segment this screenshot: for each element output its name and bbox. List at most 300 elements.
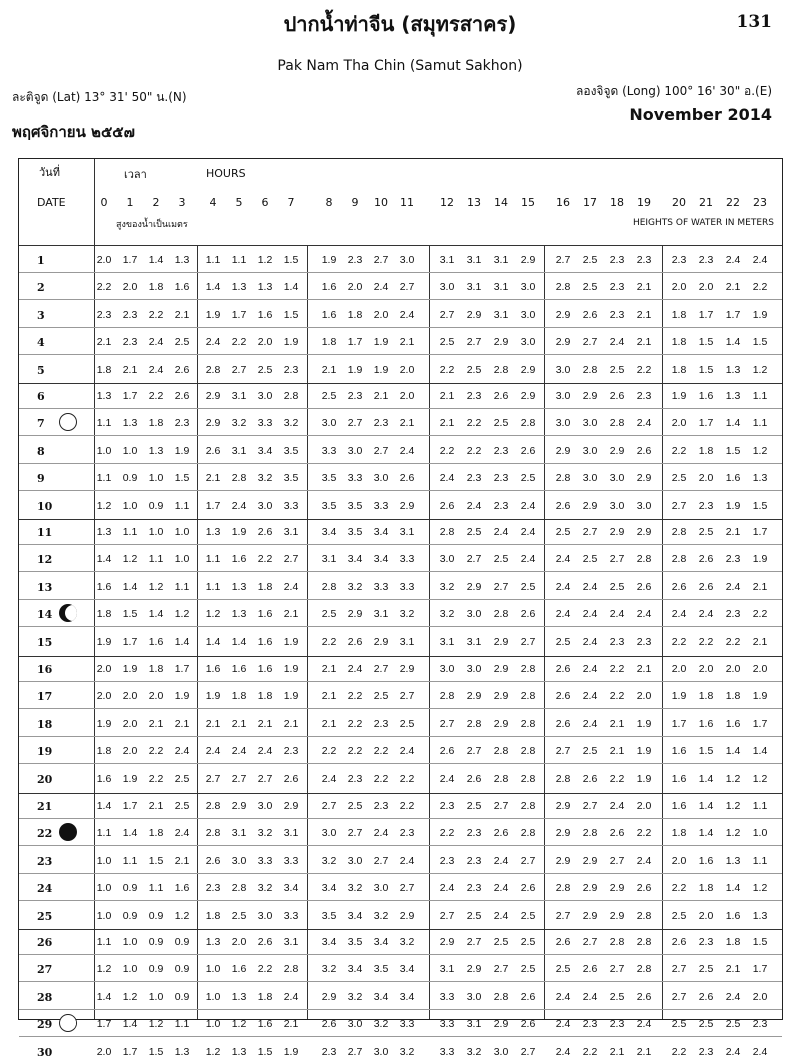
height-value: 1.2 (752, 363, 768, 376)
height-value: 1.9 (96, 717, 112, 730)
height-value: 2.5 (698, 1018, 714, 1031)
height-value: 2.8 (205, 363, 221, 376)
height-value: 3.5 (321, 472, 337, 485)
height-value: 0.9 (174, 963, 190, 976)
height-value: 2.1 (439, 390, 455, 402)
page-number: 131 (736, 12, 772, 32)
height-value: 1.4 (148, 608, 164, 621)
height-value: 1.8 (231, 690, 247, 703)
height-value: 3.1 (466, 1018, 482, 1031)
day-number: 5 (37, 363, 45, 377)
height-value: 2.0 (399, 390, 415, 402)
height-value: 0.9 (122, 472, 138, 485)
height-value: 2.8 (231, 472, 247, 485)
height-value: 1.4 (725, 336, 741, 349)
height-value: 3.4 (321, 526, 337, 538)
height-value: 2.7 (466, 745, 482, 758)
height-value: 2.7 (466, 336, 482, 349)
height-value: 2.4 (283, 580, 299, 593)
height-value: 2.8 (555, 772, 571, 785)
height-value: 1.0 (205, 963, 221, 976)
height-value: 2.8 (205, 800, 221, 812)
row-divider (19, 736, 782, 737)
height-value: 3.0 (520, 308, 536, 321)
height-value: 1.7 (725, 308, 741, 321)
height-value: 2.8 (520, 663, 536, 675)
height-value: 1.2 (174, 608, 190, 621)
height-value: 3.4 (283, 882, 299, 895)
height-value: 2.0 (231, 936, 247, 948)
height-value: 2.5 (609, 580, 625, 593)
header-divider (19, 245, 782, 246)
height-value: 1.6 (174, 882, 190, 895)
hour-label: 10 (374, 196, 388, 209)
height-value: 2.2 (321, 745, 337, 758)
height-value: 3.5 (347, 526, 363, 538)
hours-header: HOURS (206, 167, 246, 180)
height-value: 2.2 (609, 663, 625, 675)
height-value: 1.8 (347, 308, 363, 321)
height-value: 2.6 (174, 363, 190, 376)
height-value: 2.5 (466, 909, 482, 922)
height-value: 2.9 (493, 717, 509, 730)
height-value: 1.0 (96, 882, 112, 895)
height-value: 1.6 (671, 800, 687, 812)
height-value: 2.5 (439, 336, 455, 349)
height-value: 2.2 (257, 553, 273, 566)
hour-label: 16 (556, 196, 570, 209)
height-value: 1.0 (122, 963, 138, 976)
height-value: 1.1 (205, 254, 221, 266)
height-value: 1.1 (174, 1018, 190, 1031)
height-value: 1.0 (96, 909, 112, 922)
height-value: 1.2 (231, 1018, 247, 1031)
height-value: 3.5 (321, 909, 337, 922)
height-value: 2.1 (399, 336, 415, 349)
height-value: 3.1 (399, 526, 415, 538)
height-value: 2.6 (321, 1018, 337, 1031)
row-divider (19, 818, 782, 819)
height-value: 2.8 (231, 882, 247, 895)
height-value: 2.5 (466, 363, 482, 376)
height-value: 1.1 (96, 936, 112, 948)
height-value: 1.2 (752, 444, 768, 457)
hour-label: 2 (152, 196, 160, 209)
height-value: 1.3 (231, 281, 247, 294)
height-value: 1.5 (174, 472, 190, 485)
height-value: 2.3 (439, 854, 455, 867)
height-value: 2.9 (582, 390, 598, 402)
height-value: 2.7 (439, 308, 455, 321)
height-value: 1.5 (725, 444, 741, 457)
tide-row (19, 687, 782, 705)
height-value: 2.9 (466, 690, 482, 703)
height-value: 2.2 (466, 417, 482, 430)
height-value: 2.4 (231, 745, 247, 758)
height-value: 1.9 (283, 690, 299, 703)
day-number: 26 (37, 936, 53, 949)
height-value: 2.7 (439, 717, 455, 730)
row-divider (19, 1036, 782, 1037)
height-value: 2.6 (257, 526, 273, 538)
height-value: 2.8 (466, 717, 482, 730)
height-value: 2.3 (698, 499, 714, 512)
height-value: 2.6 (671, 580, 687, 593)
height-value: 3.2 (283, 417, 299, 430)
height-value: 1.9 (205, 690, 221, 703)
height-value: 2.1 (725, 281, 741, 294)
height-value: 2.9 (609, 882, 625, 895)
height-value: 2.4 (493, 854, 509, 867)
height-value: 2.0 (96, 254, 112, 266)
hour-label: 12 (440, 196, 454, 209)
height-value: 2.0 (671, 281, 687, 294)
height-value: 1.6 (257, 608, 273, 621)
height-value: 1.7 (122, 254, 138, 266)
height-value: 2.4 (231, 499, 247, 512)
row-divider (19, 708, 782, 709)
height-value: 2.6 (555, 717, 571, 730)
height-value: 2.2 (148, 772, 164, 785)
tide-row (19, 523, 782, 541)
height-value: 2.1 (609, 745, 625, 758)
day-number: 12 (37, 553, 53, 567)
height-value: 1.8 (725, 936, 741, 948)
height-value: 1.8 (671, 336, 687, 349)
height-value: 2.2 (609, 772, 625, 785)
height-value: 3.4 (399, 963, 415, 976)
height-value: 2.5 (493, 936, 509, 948)
height-value: 2.3 (373, 417, 389, 430)
height-value: 1.8 (205, 909, 221, 922)
height-value: 2.0 (725, 663, 741, 675)
height-value: 2.7 (231, 772, 247, 785)
height-value: 2.4 (439, 882, 455, 895)
hour-label: 6 (261, 196, 269, 209)
height-value: 2.3 (466, 827, 482, 840)
row-divider (19, 544, 782, 545)
height-value: 2.7 (582, 336, 598, 349)
height-value: 3.0 (609, 472, 625, 485)
height-value: 2.1 (231, 717, 247, 730)
group-divider (19, 656, 782, 657)
height-value: 2.2 (347, 745, 363, 758)
height-value: 2.9 (205, 417, 221, 430)
height-value: 1.4 (283, 281, 299, 294)
height-value: 3.5 (283, 472, 299, 485)
height-value: 2.4 (555, 990, 571, 1003)
height-value: 1.9 (752, 553, 768, 566)
height-value: 2.4 (725, 580, 741, 593)
height-value: 3.3 (283, 854, 299, 867)
height-value: 2.4 (321, 772, 337, 785)
height-value: 2.1 (283, 717, 299, 730)
new-moon-icon (59, 823, 77, 841)
height-value: 1.0 (205, 1018, 221, 1031)
height-value: 1.0 (174, 553, 190, 566)
row-divider (19, 954, 782, 955)
height-value: 2.3 (636, 635, 652, 648)
height-value: 3.2 (347, 882, 363, 895)
height-value: 1.3 (205, 936, 221, 948)
height-value: 2.4 (399, 308, 415, 321)
height-value: 2.7 (520, 854, 536, 867)
height-value: 1.9 (373, 336, 389, 349)
height-value: 2.2 (321, 635, 337, 648)
height-value: 1.6 (231, 553, 247, 566)
height-value: 1.6 (148, 635, 164, 648)
height-value: 3.0 (555, 390, 571, 402)
day-number: 7 (37, 417, 45, 431)
height-value: 1.9 (231, 526, 247, 538)
height-value: 3.0 (609, 499, 625, 512)
height-value: 3.4 (347, 553, 363, 566)
height-value: 0.9 (148, 909, 164, 922)
height-value: 1.8 (148, 827, 164, 840)
height-value: 2.8 (555, 281, 571, 294)
day-number: 8 (37, 444, 45, 458)
height-value: 3.4 (347, 963, 363, 976)
height-value: 2.2 (466, 444, 482, 457)
height-value: 1.4 (725, 417, 741, 430)
height-value: 1.2 (725, 800, 741, 812)
height-value: 2.7 (347, 1045, 363, 1058)
height-value: 1.9 (671, 690, 687, 703)
height-value: 1.0 (148, 472, 164, 485)
tide-row (19, 879, 782, 897)
hour-label: 11 (400, 196, 414, 209)
height-value: 3.5 (347, 936, 363, 948)
height-value: 2.8 (636, 963, 652, 976)
height-value: 2.4 (636, 608, 652, 621)
height-value: 2.6 (636, 882, 652, 895)
height-value: 1.4 (725, 882, 741, 895)
height-value: 1.2 (174, 909, 190, 922)
height-value: 2.9 (582, 909, 598, 922)
height-value: 1.9 (347, 363, 363, 376)
tide-row (19, 852, 782, 870)
height-value: 2.7 (555, 909, 571, 922)
height-value: 2.1 (122, 363, 138, 376)
height-value: 1.6 (205, 663, 221, 675)
height-value: 3.3 (373, 499, 389, 512)
height-value: 1.6 (96, 772, 112, 785)
height-value: 2.0 (671, 663, 687, 675)
height-value: 1.3 (752, 909, 768, 922)
station-title-thai: ปากน้ำท่าจีน (สมุทรสาคร) (283, 12, 517, 36)
height-value: 2.0 (671, 854, 687, 867)
tide-row (19, 469, 782, 487)
height-value: 2.1 (148, 800, 164, 812)
height-value: 1.4 (96, 800, 112, 812)
height-value: 2.9 (609, 909, 625, 922)
height-value: 3.0 (347, 444, 363, 457)
height-value: 1.9 (636, 772, 652, 785)
tide-row (19, 824, 782, 842)
height-value: 3.2 (257, 472, 273, 485)
height-value: 2.2 (439, 363, 455, 376)
tide-row (19, 578, 782, 596)
height-value: 2.3 (671, 254, 687, 266)
height-value: 2.1 (283, 608, 299, 621)
height-value: 1.7 (752, 526, 768, 538)
hour-label: 13 (467, 196, 481, 209)
hour-label: 19 (637, 196, 651, 209)
height-value: 3.3 (283, 499, 299, 512)
day-number: 10 (37, 499, 53, 513)
height-value: 2.4 (698, 608, 714, 621)
height-value: 1.0 (96, 854, 112, 867)
height-value: 1.1 (122, 526, 138, 538)
height-value: 2.4 (399, 854, 415, 867)
height-value: 3.0 (231, 854, 247, 867)
hour-label: 4 (209, 196, 217, 209)
height-value: 1.4 (725, 745, 741, 758)
height-value: 2.5 (671, 1018, 687, 1031)
height-value: 1.7 (671, 717, 687, 730)
day-number: 16 (37, 663, 53, 676)
longitude-label: ลองจิจูด (Long) 100° 16' 30" อ.(E) (576, 84, 772, 98)
height-value: 2.6 (555, 663, 571, 675)
height-value: 2.6 (466, 772, 482, 785)
height-value: 2.4 (520, 499, 536, 512)
height-value: 2.1 (96, 336, 112, 349)
day-number: 3 (37, 308, 45, 322)
height-value: 3.0 (466, 663, 482, 675)
height-value: 2.4 (466, 499, 482, 512)
height-value: 2.8 (671, 553, 687, 566)
height-value: 1.9 (205, 308, 221, 321)
height-value: 2.4 (555, 580, 571, 593)
height-value: 3.2 (439, 608, 455, 621)
height-value: 2.5 (466, 526, 482, 538)
height-value: 2.0 (752, 663, 768, 675)
height-value: 1.9 (752, 690, 768, 703)
height-value: 1.3 (205, 526, 221, 538)
height-value: 2.8 (520, 417, 536, 430)
height-value: 2.7 (493, 963, 509, 976)
date-header-thai: วันที่ (39, 166, 60, 179)
height-value: 1.8 (257, 990, 273, 1003)
height-value: 2.3 (493, 472, 509, 485)
height-value: 2.4 (174, 745, 190, 758)
height-value: 2.7 (520, 635, 536, 648)
height-value: 2.7 (582, 526, 598, 538)
height-value: 2.6 (439, 745, 455, 758)
height-value: 2.0 (148, 690, 164, 703)
height-value: 2.2 (671, 444, 687, 457)
height-value: 2.4 (582, 635, 598, 648)
height-value: 2.1 (636, 281, 652, 294)
height-value: 1.8 (148, 663, 164, 675)
height-value: 2.7 (582, 800, 598, 812)
height-value: 2.4 (148, 363, 164, 376)
height-value: 2.3 (493, 499, 509, 512)
height-value: 2.4 (205, 745, 221, 758)
height-value: 3.0 (373, 472, 389, 485)
height-value: 2.9 (520, 363, 536, 376)
height-value: 0.9 (122, 882, 138, 895)
row-divider (19, 463, 782, 464)
height-value: 2.3 (698, 254, 714, 266)
height-value: 3.2 (466, 1045, 482, 1058)
height-value: 1.4 (698, 827, 714, 840)
height-value: 1.7 (698, 417, 714, 430)
height-value: 2.8 (520, 800, 536, 812)
height-value: 2.7 (373, 854, 389, 867)
height-value: 1.7 (96, 1018, 112, 1031)
height-value: 2.5 (698, 963, 714, 976)
height-value: 2.8 (439, 526, 455, 538)
height-value: 2.4 (725, 254, 741, 266)
height-value: 3.1 (439, 254, 455, 266)
height-value: 2.6 (636, 990, 652, 1003)
height-value: 2.5 (493, 417, 509, 430)
height-value: 1.9 (283, 336, 299, 349)
height-value: 1.3 (231, 990, 247, 1003)
tide-row (19, 387, 782, 405)
height-value: 2.5 (609, 363, 625, 376)
height-value: 2.4 (493, 882, 509, 895)
height-value: 3.5 (283, 444, 299, 457)
hour-label: 23 (753, 196, 767, 209)
height-value: 2.3 (373, 800, 389, 812)
height-value: 2.1 (609, 717, 625, 730)
hour-label: 7 (287, 196, 295, 209)
height-value: 2.6 (347, 635, 363, 648)
height-value: 2.7 (439, 909, 455, 922)
height-value: 1.0 (148, 526, 164, 538)
height-value: 1.8 (96, 363, 112, 376)
hour-label: 18 (610, 196, 624, 209)
height-value: 2.1 (609, 1045, 625, 1058)
hour-label: 20 (672, 196, 686, 209)
height-value: 1.3 (231, 580, 247, 593)
height-value: 1.3 (122, 417, 138, 430)
tide-row (19, 988, 782, 1006)
height-value: 2.1 (439, 417, 455, 430)
height-value: 1.0 (122, 936, 138, 948)
height-value: 1.8 (698, 882, 714, 895)
height-value: 3.1 (231, 444, 247, 457)
height-value: 2.5 (582, 745, 598, 758)
height-value: 2.6 (520, 1018, 536, 1031)
height-value: 2.3 (347, 254, 363, 266)
height-value: 2.2 (439, 444, 455, 457)
height-value: 3.0 (321, 417, 337, 430)
row-divider (19, 981, 782, 982)
height-value: 2.5 (174, 772, 190, 785)
height-value: 2.6 (609, 390, 625, 402)
height-value: 2.5 (321, 608, 337, 621)
tide-row (19, 797, 782, 815)
height-value: 0.9 (122, 909, 138, 922)
height-value: 2.4 (725, 1045, 741, 1058)
height-value: 3.0 (466, 608, 482, 621)
height-value: 2.8 (555, 472, 571, 485)
height-value: 2.8 (439, 690, 455, 703)
height-value: 1.1 (205, 580, 221, 593)
height-value: 2.9 (321, 990, 337, 1003)
height-value: 2.1 (636, 663, 652, 675)
row-divider (19, 272, 782, 273)
full-moon-icon (59, 413, 77, 431)
height-value: 1.9 (174, 444, 190, 457)
height-value: 1.1 (752, 390, 768, 402)
height-value: 1.8 (257, 690, 273, 703)
height-value: 1.1 (122, 854, 138, 867)
height-value: 2.9 (555, 800, 571, 812)
